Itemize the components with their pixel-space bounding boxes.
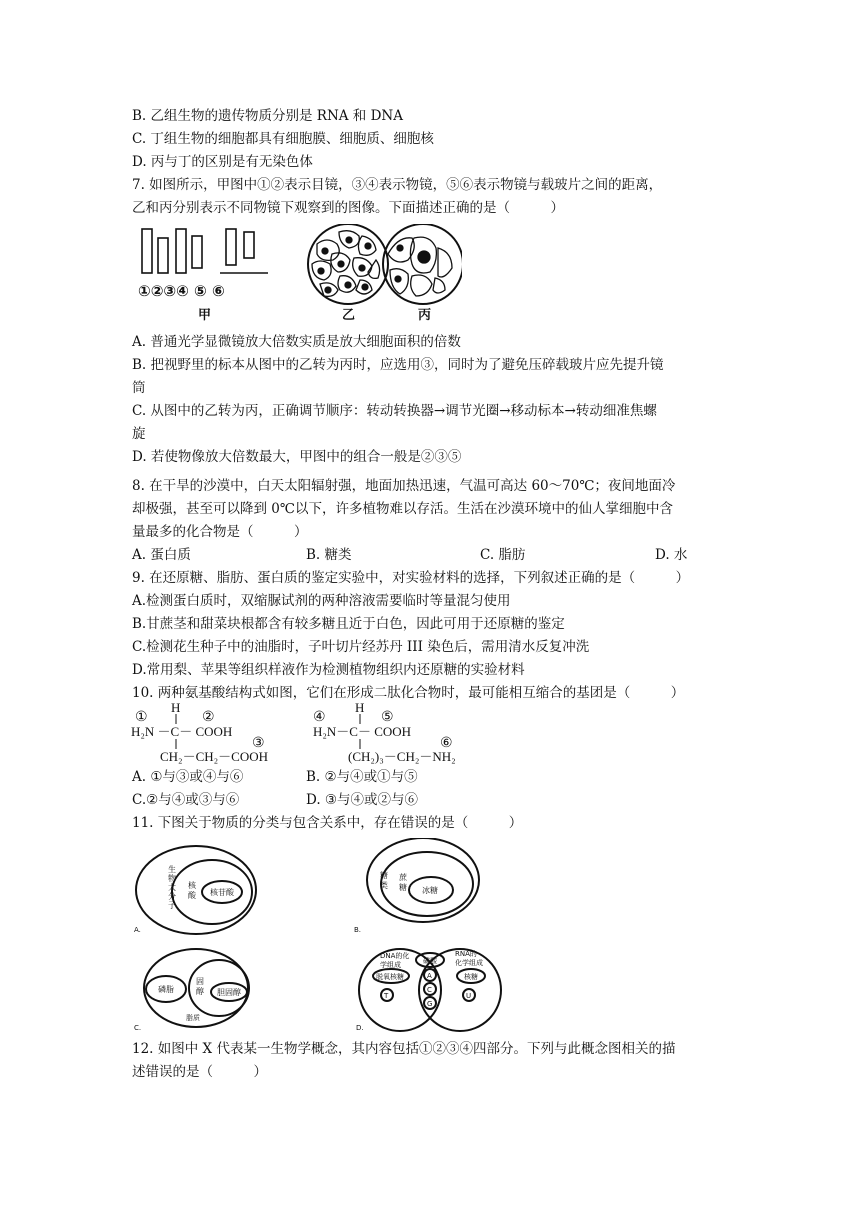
aa1-row1: H₂N －C－ COOH xyxy=(131,724,233,739)
question-9: 9. 在还原糖、脂肪、蛋白质的鉴定实验中，对实验材料的选择，下列叙述正确的是（ ） xyxy=(132,570,690,586)
q9-option-b: B.甘蔗茎和甜菜块根都含有较多糖且近于白色，因此可用于还原糖的鉴定 xyxy=(132,616,565,632)
fig11b-inner: 冰糖 xyxy=(422,886,438,895)
fig11d-base-a: A xyxy=(427,972,432,980)
fig11a-tag: A. xyxy=(134,926,141,934)
q9-option-d: D.常用梨、苹果等组织样液作为检测植物组织内还原糖的实验材料 xyxy=(132,662,525,678)
fig11d-rightsugar: 核糖 xyxy=(464,973,478,981)
fig11b-mid: 蔗糖 xyxy=(399,873,407,892)
aa1-label-1: ① xyxy=(135,710,148,725)
aa1-row2: CH₂－CH₂－COOH xyxy=(160,749,269,764)
fig11d-base-c: C xyxy=(427,986,432,994)
q8-option-c: C. 脂肪 xyxy=(480,547,526,563)
aa1-label-2: ② xyxy=(202,710,215,725)
option-6d: D. 丙与丁的区别是有无染色体 xyxy=(132,154,313,170)
question-10: 10. 两种氨基酸结构式如图，它们在形成二肽化合物时，最可能相互缩合的基团是（ ） xyxy=(132,685,685,701)
venn-figure xyxy=(128,838,528,1038)
aa2-label-4: ④ xyxy=(313,710,326,725)
fig7-numbers: ①②③④ ⑤ ⑥ xyxy=(138,282,225,300)
question-8-line3: 量最多的化合物是（ ） xyxy=(132,524,308,540)
aa2-row2: (CH₂)₃－CH₂－NH₂ xyxy=(348,749,456,764)
option-6b: B. 乙组生物的遗传物质分别是 RNA 和 DNA xyxy=(132,108,403,124)
fig11d-center: 磷酸 xyxy=(423,957,437,965)
aa2-row1: H₂N－C－ COOH xyxy=(313,724,412,739)
fig7-jia: 甲 xyxy=(198,308,212,323)
question-7-line2: 乙和丙分别表示不同物镜下观察到的图像。下面描述正确的是（ ） xyxy=(132,200,564,216)
fig11a-inner: 核苷酸 xyxy=(210,888,234,897)
fig11d-righttitle: RNA的化学组成 xyxy=(455,950,483,967)
fig11a-mid: 核酸 xyxy=(188,881,196,900)
q10-option-c: C.②与④或③与⑥ xyxy=(132,792,240,808)
fig11d-tag: D. xyxy=(356,1024,364,1032)
q9-option-a: A.检测蛋白质时，双缩脲试剂的两种溶液需要临时等量混匀使用 xyxy=(132,593,511,609)
fig11d-u: U xyxy=(466,992,472,1000)
question-8-line1: 8. 在干旱的沙漠中，白天太阳辐射强，地面加热迅速，气温可高达 60～70℃；夜间地面冷 xyxy=(132,478,676,494)
fig11d-leftsugar: 脱氧核糖 xyxy=(376,973,404,981)
q7-option-b-line1: B. 把视野里的标本从图中的乙转为丙时，应选用③，同时为了避免压碎载玻片应先提升镜 xyxy=(132,357,664,373)
question-12-line2: 述错误的是（ ） xyxy=(132,1064,267,1080)
q7-option-a: A. 普通光学显微镜放大倍数实质是放大细胞面积的倍数 xyxy=(132,334,461,350)
q8-option-a: A. 蛋白质 xyxy=(132,547,191,563)
aa1-h: H xyxy=(171,700,181,715)
fig11c-left: 磷脂 xyxy=(158,985,174,994)
option-6c: C. 丁组生物的细胞都具有细胞膜、细胞质、细胞核 xyxy=(132,131,434,147)
question-8-line2: 却极强，甚至可以降到 0℃以下，许多植物难以存活。生活在沙漠环境中的仙人掌细胞中含 xyxy=(132,501,673,517)
fig11d-base-g: G xyxy=(427,1000,433,1008)
q10-option-b: B. ②与④或①与⑤ xyxy=(306,769,418,785)
fig11c-tag: C. xyxy=(134,1024,142,1032)
fig7-bing: 丙 xyxy=(418,308,432,323)
q10-option-d: D. ③与④或②与⑥ xyxy=(306,792,419,808)
aa2-label-6: ⑥ xyxy=(440,736,453,751)
fig7-yi: 乙 xyxy=(342,308,356,323)
fig11c-mid: 固醇 xyxy=(196,977,204,996)
q8-option-b: B. 糖类 xyxy=(306,547,352,563)
question-12-line1: 12. 如图中 X 代表某一生物学概念，其内容包括①②③④四部分。下列与此概念图相关的描 xyxy=(132,1041,676,1057)
q9-option-c: C.检测花生种子中的油脂时，子叶切片经苏丹 III 染色后，需用清水反复冲洗 xyxy=(132,639,590,655)
q10-option-a: A. ①与③或④与⑥ xyxy=(132,769,244,785)
question-11: 11. 下图关于物质的分类与包含关系中，存在错误的是（ ） xyxy=(132,815,523,831)
aa2-h: H xyxy=(355,700,365,715)
question-7-line1: 7. 如图所示，甲图中①②表示目镜，③④表示物镜，⑤⑥表示物镜与载玻片之间的距离， xyxy=(132,177,663,193)
fig11d-lefttitle: DNA的化学组成 xyxy=(380,952,410,969)
fig11b-outer: 糖类 xyxy=(380,871,388,890)
fig11b-tag: B. xyxy=(354,926,362,934)
aa2-label-5: ⑤ xyxy=(381,710,394,725)
q8-option-d: D. 水 xyxy=(655,547,688,563)
fig11c-inner: 胆固醇 xyxy=(217,988,241,997)
fig11d-t: T xyxy=(384,992,389,1000)
aa1-label-3: ③ xyxy=(252,736,265,751)
q7-option-d: D. 若使物像放大倍数最大，甲图中的组合一般是②③⑤ xyxy=(132,449,462,465)
fig11a-outer: 生物大分子 xyxy=(168,865,176,910)
q7-option-b-line2: 筒 xyxy=(132,380,146,396)
fig11c-bottom: 脂质 xyxy=(186,1014,200,1022)
q7-option-c-line1: C. 从图中的乙转为丙，正确调节顺序：转动转换器→调节光圈→移动标本→转动细准焦螺 xyxy=(132,403,657,419)
q7-option-c-line2: 旋 xyxy=(132,426,146,442)
